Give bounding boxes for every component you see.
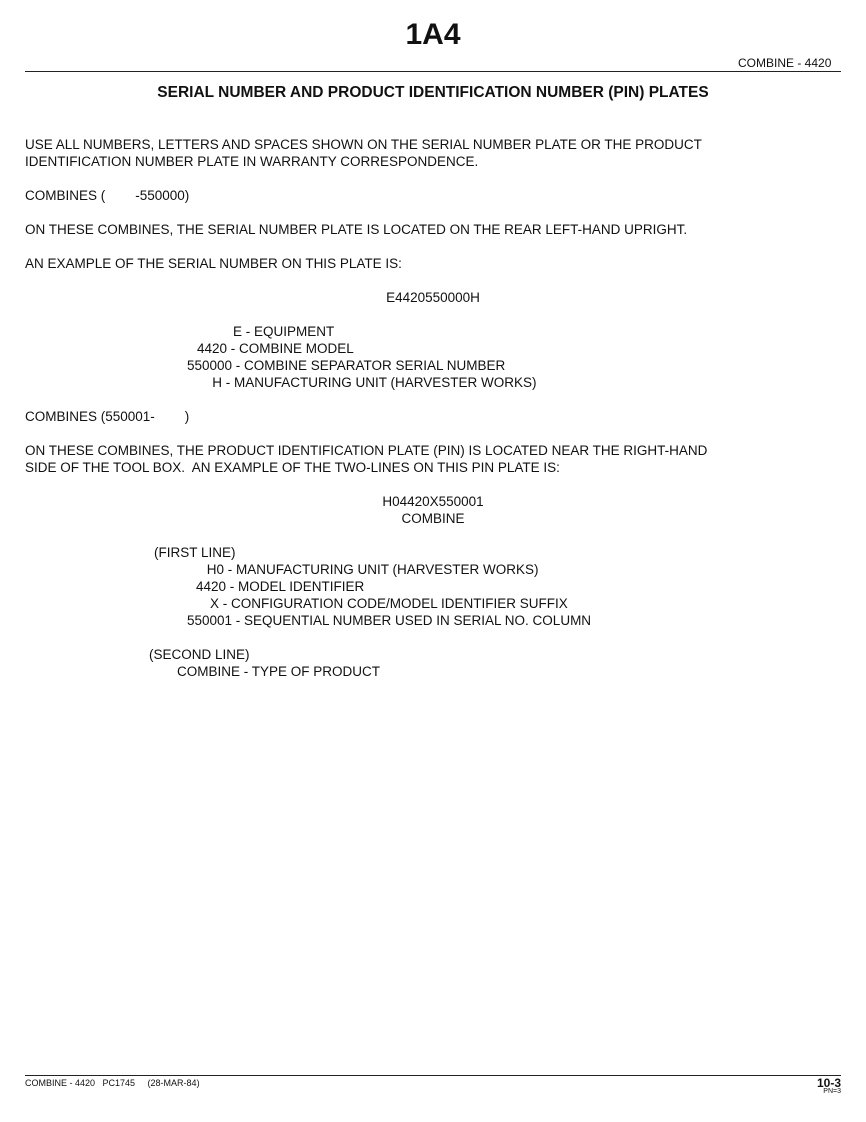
legend-separator: - (232, 613, 244, 628)
legend-code: X (209, 596, 219, 611)
legend-row (160, 357, 505, 374)
legend-desc: COMBINE SEPARATOR SERIAL NUMBER (244, 358, 506, 373)
legend-row (155, 340, 354, 357)
legend-code: 550000 (186, 358, 232, 373)
group2-location-line-2: SIDE OF THE TOOL BOX. AN EXAMPLE OF THE TWO-LINES ON THIS PIN PLATE IS: (25, 460, 560, 475)
group2-heading: COMBINES (550001- ) (25, 409, 190, 424)
legend-row (152, 578, 364, 595)
group2-location-line-1: ON THESE COMBINES, THE PRODUCT IDENTIFICATION PLATE (PIN) IS LOCATED NEAR THE RIGHT-HAND (25, 443, 708, 458)
legend-code: E (232, 324, 242, 339)
second-line-label: (SECOND LINE) (149, 647, 250, 662)
legend-desc: COMBINE MODEL (239, 341, 354, 356)
legend-row (170, 323, 334, 340)
second-line-text: COMBINE - TYPE OF PRODUCT (177, 664, 381, 679)
legend-row (150, 561, 539, 578)
header-rule (25, 71, 841, 72)
first-line-label: (FIRST LINE) (154, 545, 236, 560)
legend-desc: CONFIGURATION CODE/MODEL IDENTIFIER SUFFIX (231, 596, 568, 611)
intro-text-line-2: IDENTIFICATION NUMBER PLATE IN WARRANTY CORRESPONDENCE. (25, 154, 479, 169)
footer-document-info: COMBINE - 4420 PC1745 (28-MAR-84) (25, 1078, 200, 1088)
legend-desc: MODEL IDENTIFIER (238, 579, 365, 594)
section-code: 1A4 (405, 18, 461, 51)
legend-separator: - (224, 562, 236, 577)
legend-separator: - (227, 341, 239, 356)
serial-number-example: E4420550000H (386, 290, 480, 305)
legend-separator: - (242, 324, 254, 339)
pin-example-line-2: COMBINE (401, 511, 465, 526)
legend-desc: SEQUENTIAL NUMBER USED IN SERIAL NO. COLUMN (244, 613, 592, 628)
legend-code: H (212, 375, 222, 390)
legend-desc: EQUIPMENT (254, 324, 335, 339)
legend-row (145, 595, 568, 612)
legend-separator: - (219, 596, 231, 611)
intro-text-line-1: USE ALL NUMBERS, LETTERS AND SPACES SHOWN ON THE SERIAL NUMBER PLATE OR THE PRODUCT (25, 137, 702, 152)
group1-example-intro: AN EXAMPLE OF THE SERIAL NUMBER ON THIS PLATE IS: (25, 256, 402, 271)
footer-rule (25, 1075, 841, 1076)
page-index: PN=3 (823, 1088, 841, 1095)
legend-code: 550001 (186, 613, 232, 628)
legend-desc: MANUFACTURING UNIT (HARVESTER WORKS) (236, 562, 539, 577)
legend-separator: - (232, 358, 244, 373)
group1-heading: COMBINES ( -550000) (25, 188, 190, 203)
page-number: 10-3 (816, 1076, 841, 1090)
header-model-label: COMBINE - 4420 (738, 56, 832, 70)
legend-code: 4420 (196, 341, 227, 356)
legend-desc: MANUFACTURING UNIT (HARVESTER WORKS) (234, 375, 537, 390)
legend-separator: - (222, 375, 234, 390)
legend-code: 4420 (195, 579, 226, 594)
legend-code: H0 (206, 562, 224, 577)
legend-row (150, 374, 537, 391)
group1-location-text: ON THESE COMBINES, THE SERIAL NUMBER PLATE IS LOCATED ON THE REAR LEFT-HAND UPRIGHT. (25, 222, 688, 237)
legend-row (158, 612, 591, 629)
page-title: SERIAL NUMBER AND PRODUCT IDENTIFICATION NUMBER (PIN) PLATES (157, 84, 709, 101)
legend-separator: - (226, 579, 238, 594)
pin-example-line-1: H04420X550001 (382, 494, 484, 509)
